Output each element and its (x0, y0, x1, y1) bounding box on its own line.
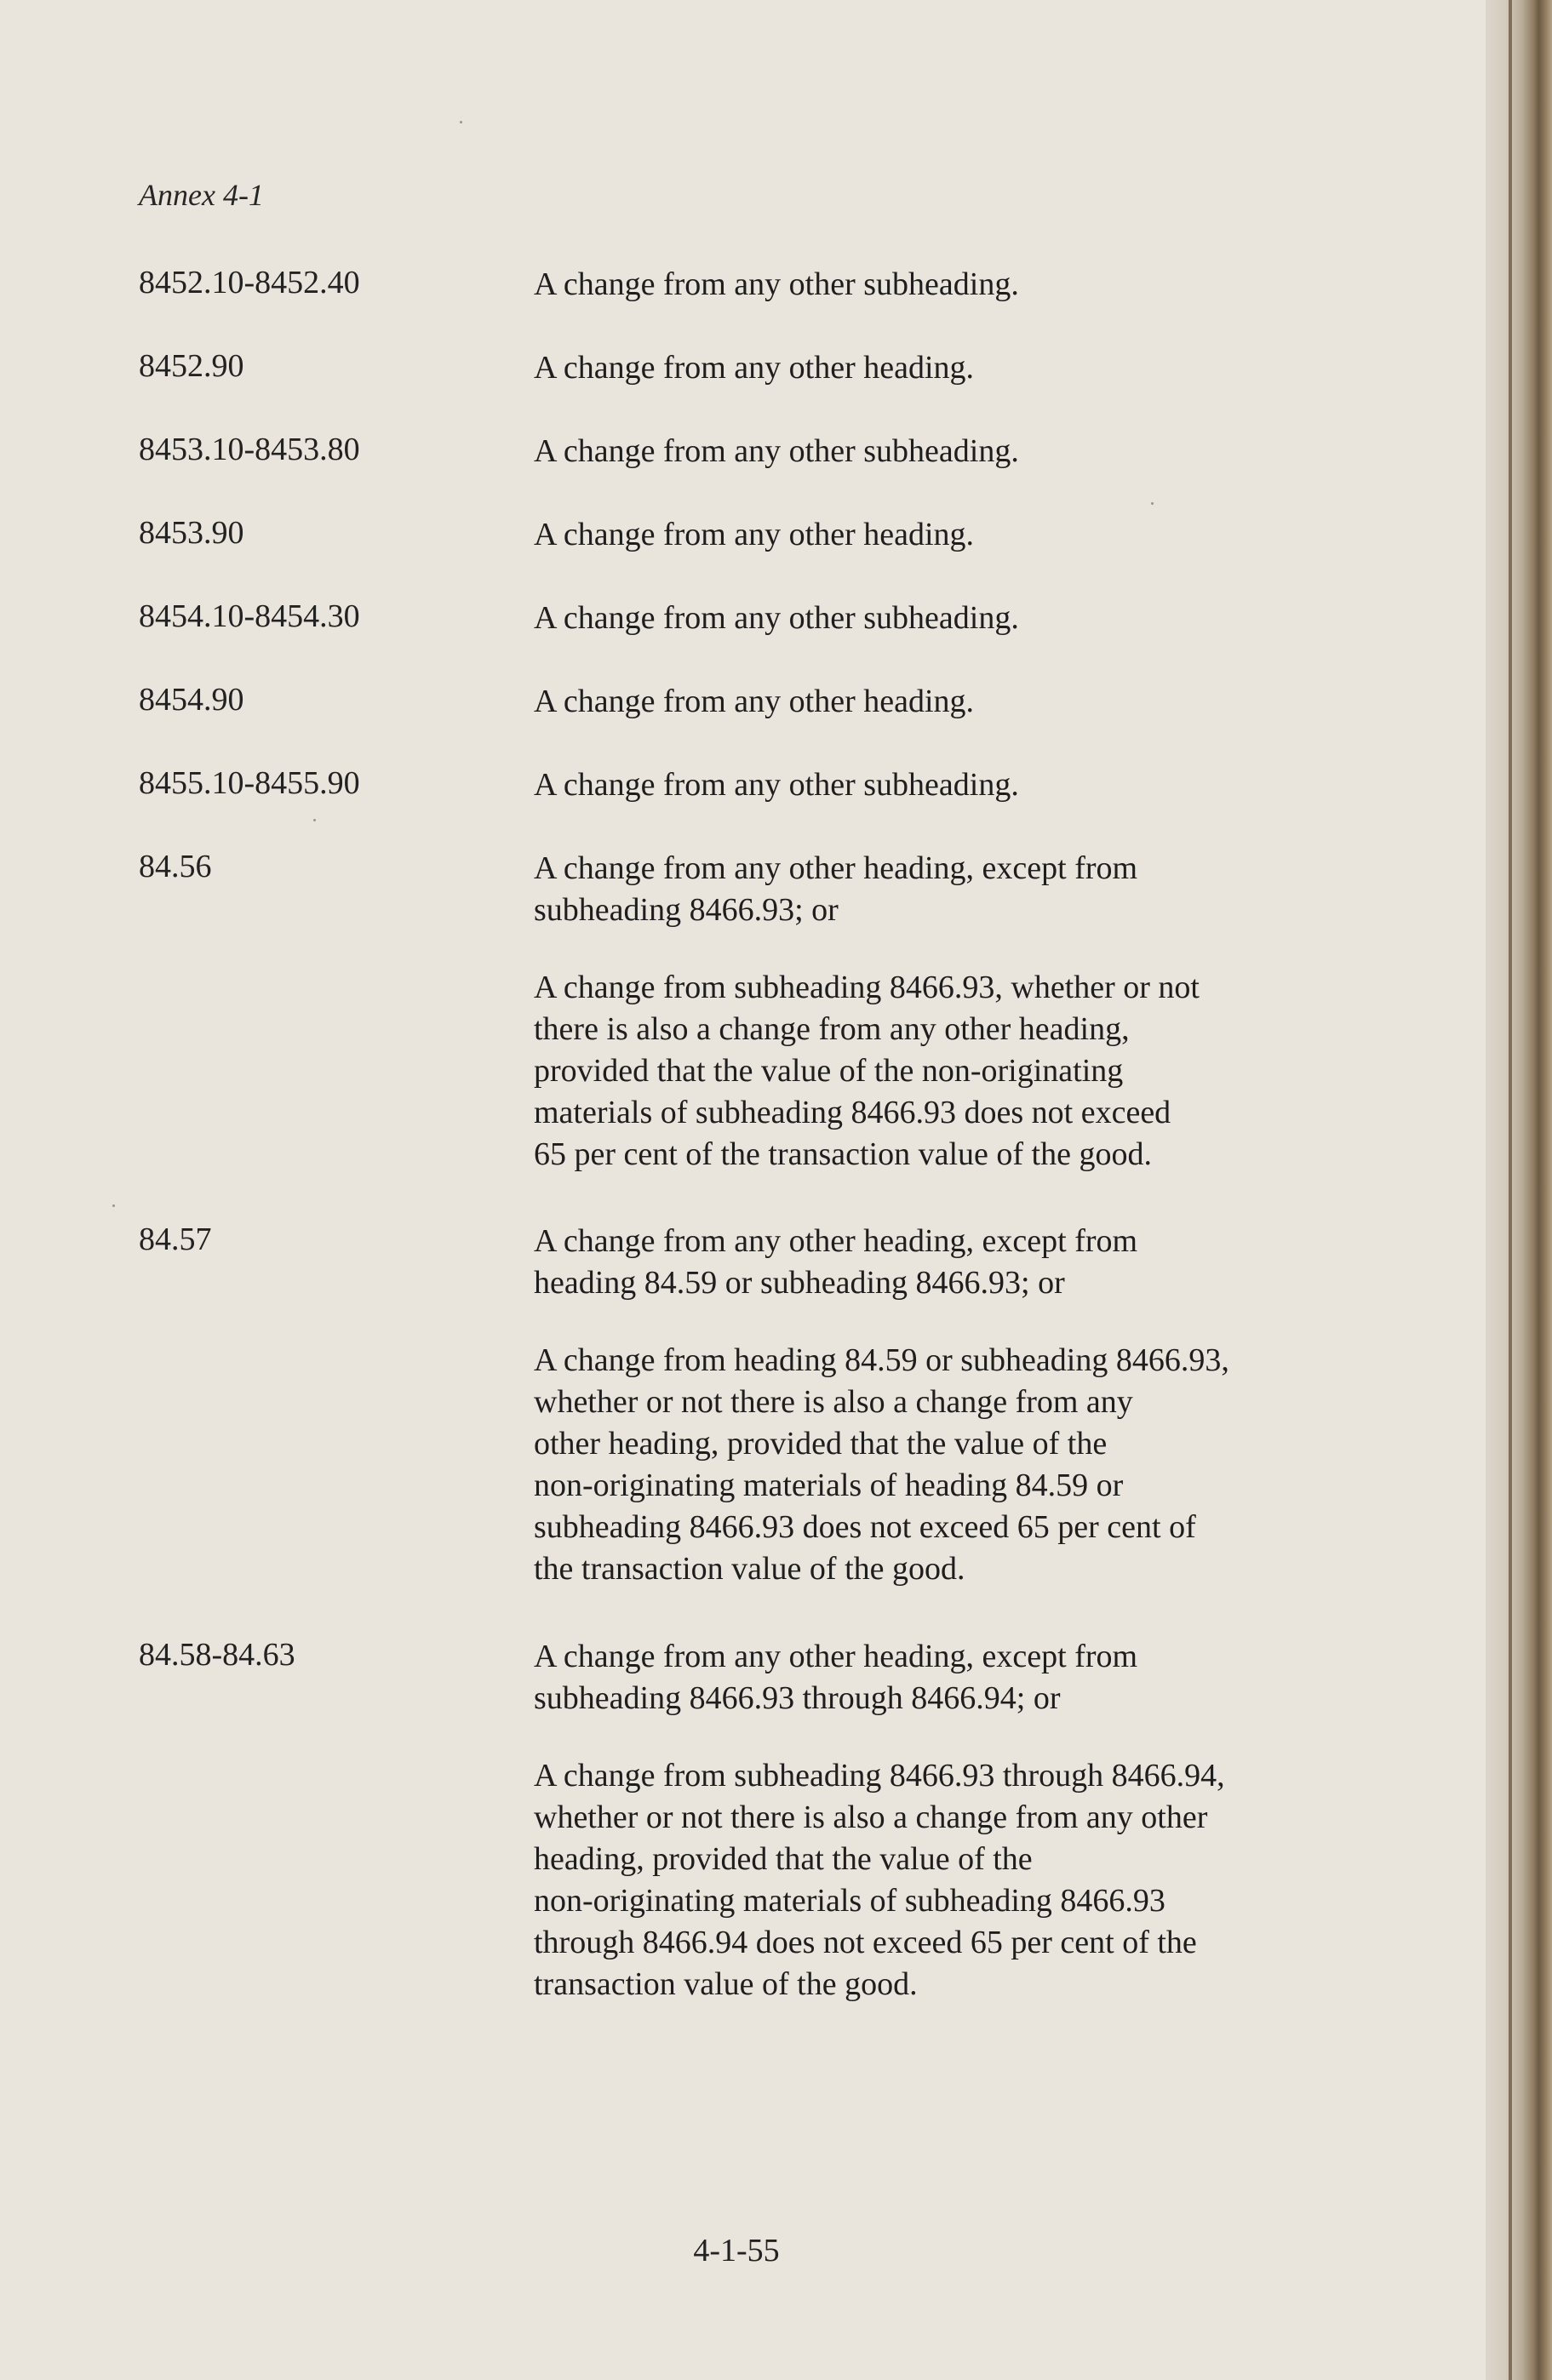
rule-text (534, 514, 1334, 556)
rule-paragraph: A change from heading 84.59 or subheading 8466.93, whether or not there is also a change from any other heading, provided that the value of the non-originating materials of heading 84.59 or subheading 8466.93 does not exceed 65 per cent of the transaction value of the good. (534, 1342, 1229, 1587)
annex-header: Annex 4-1 (139, 178, 264, 212)
book-page-edge (1486, 0, 1552, 2380)
rule-text (534, 347, 1334, 389)
rule-paragraph: A change from subheading 8466.93 through 8466.94, whether or not there is also a change from any other heading, provided that the value of the non-originating materials of subheading 8466.93 through 8466.94 does not exceed 65 per cent of the transaction value of the good. (534, 1758, 1225, 2002)
paper-speck (112, 1204, 115, 1207)
paper-speck (460, 121, 462, 123)
rule-paragraph: A change from any other subheading. (534, 433, 1019, 469)
rule-paragraph: A change from any other heading. (534, 684, 975, 719)
tariff-code: 84.56 (139, 849, 212, 884)
tariff-code: 8452.10-8452.40 (139, 265, 360, 300)
rule-paragraph: A change from any other heading, except from heading 84.59 or subheading 8466.93; or (534, 1223, 1138, 1301)
tariff-code: 8454.10-8454.30 (139, 598, 360, 634)
rule-text (534, 598, 1334, 639)
paper-speck (313, 819, 316, 821)
paper-speck (1151, 502, 1154, 505)
rule-text (534, 1636, 1334, 2005)
rule-paragraph: A change from any other subheading. (534, 600, 1019, 636)
rule-text (534, 681, 1334, 723)
rule-text (534, 764, 1334, 806)
tariff-code: 8454.90 (139, 682, 244, 718)
page-number: 4-1-55 (693, 2233, 780, 2268)
rule-paragraph: A change from any other heading. (534, 517, 975, 552)
rule-paragraph: A change from any other heading, except from subheading 8466.93 through 8466.94; or (534, 1639, 1138, 1716)
tariff-code: 8453.10-8453.80 (139, 432, 360, 467)
rule-paragraph: A change from any other subheading. (534, 266, 1019, 302)
rule-text (534, 264, 1334, 306)
tariff-code: 8455.10-8455.90 (139, 765, 360, 801)
tariff-code: 84.58-84.63 (139, 1637, 295, 1673)
tariff-code: 8452.90 (139, 348, 244, 384)
book-spine-line (1509, 0, 1512, 2380)
rule-paragraph: A change from any other heading, except from subheading 8466.93; or (534, 850, 1138, 928)
tariff-code: 8453.90 (139, 515, 244, 551)
rule-paragraph: A change from subheading 8466.93, whether or not there is also a change from any other heading, provided that the value of the non-originating materials of subheading 8466.93 does not exceed 65 per cent of the transaction value of the good. (534, 970, 1200, 1172)
rule-paragraph: A change from any other subheading. (534, 767, 1019, 803)
rule-text (534, 431, 1334, 472)
rule-text (534, 1221, 1334, 1590)
rule-text (534, 848, 1334, 1176)
tariff-code: 84.57 (139, 1221, 212, 1257)
rule-paragraph: A change from any other heading. (534, 350, 975, 386)
